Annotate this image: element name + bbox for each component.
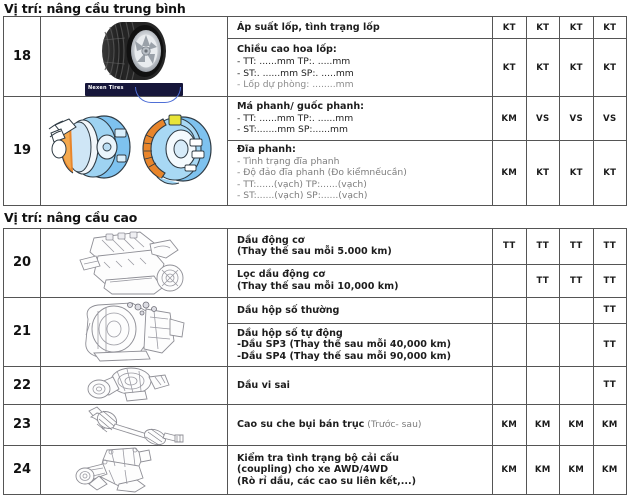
code-value: KM	[534, 464, 551, 475]
code-cell	[493, 297, 527, 323]
driveshaft-icon	[59, 405, 209, 445]
row-number-cell	[4, 445, 41, 494]
code-cell	[526, 264, 560, 297]
desc-line: Dầu động cơ	[237, 234, 305, 246]
code-cell	[493, 17, 527, 39]
tire-brand-label: Nexen Tires	[88, 85, 124, 91]
code-value: KM	[501, 464, 518, 475]
table-row	[4, 366, 627, 404]
code-value: KM	[501, 167, 518, 178]
code-cell	[526, 404, 560, 445]
transmission-drawing	[41, 301, 227, 363]
code-value: KM	[501, 113, 518, 124]
code-cell	[493, 264, 527, 297]
brakes-illustration	[41, 105, 227, 197]
differential-icon	[69, 367, 199, 403]
desc-line: Dầu hộp số thường	[237, 304, 340, 316]
code-cell	[593, 228, 627, 264]
row-number: 23	[12, 417, 32, 433]
row-number: 20	[12, 255, 32, 271]
code-cell	[560, 17, 594, 39]
description-cell	[228, 39, 493, 97]
code-cell	[526, 39, 560, 97]
section-title-medium-lift: Vị trí: nâng cầu trung bình	[4, 1, 186, 16]
code-value: VS	[536, 113, 550, 124]
desc-line: (Thay thế sau mỗi 5.000 km)	[237, 246, 392, 258]
differential-drawing	[41, 367, 227, 403]
desc-line: - Tình trạng đĩa phanh	[237, 155, 340, 167]
code-cell	[493, 228, 527, 264]
description-cell	[228, 264, 493, 297]
code-cell	[560, 97, 594, 141]
table-row	[4, 17, 627, 39]
code-cell	[526, 323, 560, 366]
row-number-cell	[4, 366, 41, 404]
code-cell	[526, 297, 560, 323]
row-image-cell-differential	[41, 366, 228, 404]
row-image-cell-brakes	[41, 97, 228, 206]
engine-drawing	[41, 230, 227, 296]
code-value: KM	[501, 419, 518, 430]
row-number-cell	[4, 228, 41, 297]
code-cell	[493, 97, 527, 141]
row-number-cell	[4, 17, 41, 97]
code-value: TT	[603, 241, 617, 252]
description-cell	[228, 445, 493, 494]
row-number: 24	[12, 462, 32, 478]
description-text	[228, 302, 492, 320]
table-row	[4, 297, 627, 323]
code-cell	[593, 323, 627, 366]
maintenance-table-high-lift	[3, 228, 627, 495]
description-cell	[228, 366, 493, 404]
code-cell	[593, 97, 627, 141]
code-value: KT	[536, 62, 550, 73]
desc-line: Má phanh/ guốc phanh:	[237, 101, 365, 113]
code-cell	[560, 323, 594, 366]
code-cell	[560, 297, 594, 323]
description-text	[228, 141, 492, 205]
desc-line: Áp suất lốp, tình trạng lốp	[237, 21, 380, 33]
coupling-icon	[59, 446, 209, 494]
row-number: 22	[12, 377, 32, 393]
code-cell	[593, 264, 627, 297]
code-cell	[593, 39, 627, 97]
desc-line: - TT: ......mm TP:. ......mm	[237, 112, 354, 124]
table-row	[4, 228, 627, 264]
code-value: KT	[502, 62, 516, 73]
desc-line: Dầu vi sai	[237, 379, 290, 391]
code-value: VS	[569, 113, 583, 124]
code-cell	[493, 404, 527, 445]
code-value: KT	[502, 22, 516, 33]
description-cell	[228, 97, 493, 141]
code-value: KT	[536, 22, 550, 33]
code-cell	[593, 141, 627, 206]
code-value: KT	[569, 22, 583, 33]
tire-icon	[79, 20, 189, 82]
engine-icon	[54, 230, 214, 296]
description-text	[228, 377, 492, 395]
code-cell	[560, 445, 594, 494]
desc-line: -Dầu SP4 (Thay thế sau mỗi 90,000 km)	[237, 350, 452, 362]
row-image-cell-tire	[41, 17, 228, 97]
tire-artwork	[79, 20, 189, 96]
code-value: TT	[603, 380, 617, 391]
tire-brand-badge	[85, 83, 183, 96]
code-value: KT	[569, 167, 583, 178]
code-value: KT	[603, 62, 617, 73]
code-value: VS	[603, 113, 617, 124]
code-cell	[493, 323, 527, 366]
brake-assembly-icon	[47, 105, 222, 197]
code-value: KT	[603, 22, 617, 33]
description-cell	[228, 297, 493, 323]
desc-line-suffix: (Trước- sau)	[364, 419, 422, 431]
code-cell	[593, 366, 627, 404]
code-cell	[560, 39, 594, 97]
description-text	[228, 450, 492, 491]
code-cell	[560, 404, 594, 445]
code-value: KT	[536, 167, 550, 178]
desc-line: - TT:......(vạch) TP:......(vạch)	[237, 178, 367, 190]
code-value: TT	[536, 241, 550, 252]
code-cell	[493, 39, 527, 97]
code-value: TT	[603, 305, 617, 316]
code-value: KM	[601, 419, 618, 430]
desc-line: (coupling) cho xe AWD/4WD	[237, 464, 389, 476]
code-cell	[526, 445, 560, 494]
description-text	[228, 232, 492, 261]
desc-line: - Độ đảo đĩa phanh (Đo kiểmnếucần)	[237, 167, 407, 179]
table-row	[4, 97, 627, 141]
row-image-cell-coupling	[41, 445, 228, 494]
description-cell	[228, 323, 493, 366]
code-value: KT	[569, 62, 583, 73]
row-number: 21	[12, 324, 32, 340]
code-value: TT	[536, 275, 550, 286]
coupling-drawing	[41, 446, 227, 494]
row-number-cell	[4, 404, 41, 445]
maintenance-table-medium-lift	[3, 16, 627, 206]
code-value: TT	[502, 241, 516, 252]
description-text	[228, 98, 492, 139]
code-cell	[493, 366, 527, 404]
section-title-high-lift: Vị trí: nâng cầu cao	[4, 209, 138, 225]
desc-line: - ST:......(vạch) SP:......(vạch)	[237, 190, 368, 202]
row-number-cell	[4, 297, 41, 366]
code-cell	[526, 97, 560, 141]
code-cell	[593, 297, 627, 323]
row-image-cell-driveshaft	[41, 404, 228, 445]
description-cell	[228, 228, 493, 264]
code-cell	[493, 141, 527, 206]
code-value: KM	[534, 419, 551, 430]
code-cell	[593, 404, 627, 445]
code-value: TT	[569, 241, 583, 252]
row-number: 18	[12, 49, 32, 64]
code-value: KM	[568, 419, 585, 430]
code-cell	[593, 445, 627, 494]
description-cell	[228, 141, 493, 206]
description-text	[228, 266, 492, 295]
desc-line: -Dầu SP3 (Thay thế sau mỗi 40,000 km)	[237, 339, 452, 351]
code-value: KM	[568, 464, 585, 475]
code-cell	[526, 141, 560, 206]
row-image-cell-engine	[41, 228, 228, 297]
code-cell	[593, 17, 627, 39]
code-cell	[493, 445, 527, 494]
desc-line: - Lốp dự phòng: ........mm	[237, 79, 354, 91]
desc-line: Lọc dầu động cơ	[237, 269, 326, 281]
code-value: KT	[603, 167, 617, 178]
code-cell	[526, 366, 560, 404]
code-cell	[560, 228, 594, 264]
row-number-cell	[4, 97, 41, 206]
description-text	[228, 41, 492, 93]
desc-line: (Thay thế sau mỗi 10,000 km)	[237, 280, 399, 292]
row-number: 19	[12, 143, 32, 159]
table-row	[4, 404, 627, 445]
desc-line: - ST:.......mm SP:......mm	[237, 124, 348, 136]
transmission-icon	[54, 301, 214, 363]
row-image-cell-transmission	[41, 297, 228, 366]
desc-line: - TT: ......mm TP:. .....mm	[237, 55, 351, 67]
code-cell	[560, 264, 594, 297]
desc-line: Dầu hộp số tự động	[237, 327, 343, 339]
desc-line: Cao su che bụi bán trục	[237, 419, 365, 431]
desc-line: Kiểm tra tình trạng bộ cải cấu	[237, 452, 399, 464]
driveshaft-drawing	[41, 405, 227, 445]
code-cell	[560, 141, 594, 206]
desc-line: - ST:. ......mm SP:. .....mm	[237, 67, 354, 79]
desc-line: Chiều cao hoa lốp:	[237, 44, 337, 56]
code-cell	[526, 228, 560, 264]
code-value: KM	[601, 464, 618, 475]
desc-line: (Rò rỉ dầu, các cao su liên kết,...)	[237, 475, 417, 487]
tire-photo	[41, 20, 227, 96]
code-cell	[526, 17, 560, 39]
table-row	[4, 445, 627, 494]
description-text	[228, 19, 492, 37]
code-value: TT	[603, 275, 617, 286]
description-text	[228, 325, 492, 366]
description-cell	[228, 404, 493, 445]
desc-line: Đĩa phanh:	[237, 144, 296, 155]
description-cell	[228, 17, 493, 39]
code-value: TT	[603, 339, 617, 350]
code-cell	[560, 366, 594, 404]
code-value: TT	[569, 275, 583, 286]
description-text	[228, 416, 492, 434]
